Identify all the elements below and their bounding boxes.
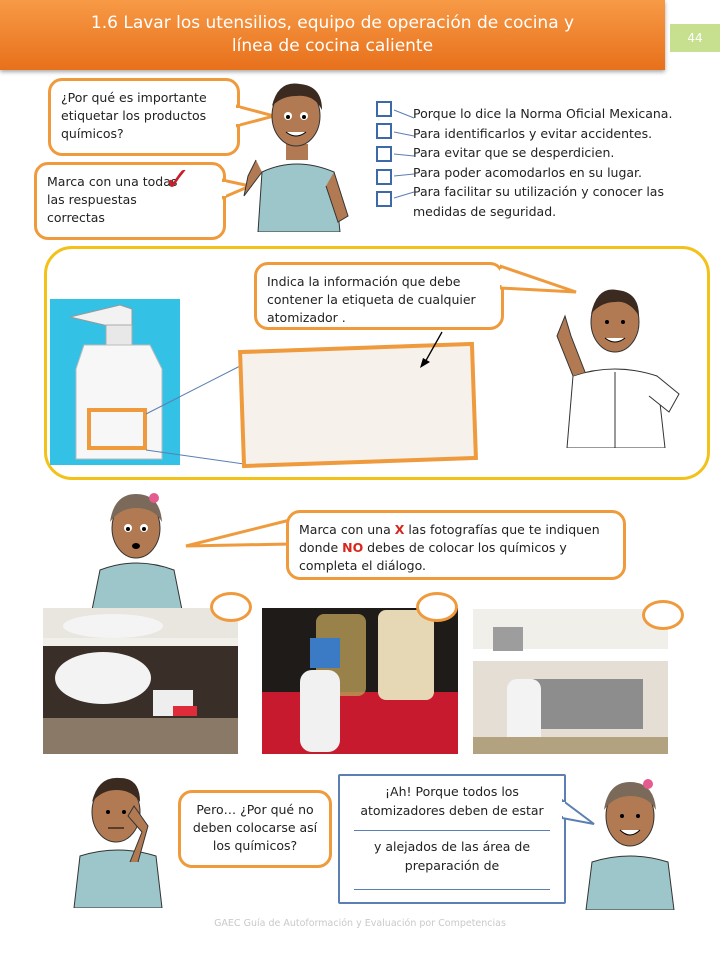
question-bubble [48,78,240,156]
answer-option: Para facilitar su utilización y conocer las medidas de seguridad. [413,184,664,219]
man-character [238,76,356,232]
answer-blank-line-2[interactable] [354,889,550,890]
mark-circle-3[interactable] [642,600,684,630]
check-mark-icon: ✓ [164,160,191,198]
task-text-post: debes de colocar los químicos y completa el diálogo. [299,540,567,573]
bubble-tail [184,516,294,552]
instruction-bubble [34,162,226,240]
bottle-label-area [87,408,147,450]
photo-under-sink[interactable] [43,608,238,754]
dialogue-question-bubble [178,790,332,868]
atomizer-prompt-bubble [254,262,504,330]
dialogue-question-text: Pero… ¿Por qué no deben colocarse así los químicos? [192,802,318,853]
answer-checkbox-2[interactable] [376,123,392,139]
answer-checkbox-5[interactable] [376,191,392,207]
atomizer-prompt-text: Indica la información que debe contener la etiqueta de cualquier atomizador . [267,274,476,325]
page-title-line1: 1.6 Lavar los utensilios, equipo de operación de cocina y [90,13,575,33]
mark-circle-2[interactable] [416,592,458,622]
photo-on-counter[interactable] [262,608,458,754]
answer-checkbox-4[interactable] [376,169,392,185]
mark-circle-1[interactable] [210,592,252,622]
smiling-woman-character [578,770,682,910]
answer-blank-line-1[interactable] [354,830,550,831]
woman-character [78,486,198,610]
photo-with-pots[interactable] [473,609,668,754]
instruction-text: Marca con una todas las respuestas correctas [47,174,178,225]
task-text-pre: Marca con una [299,522,395,537]
page-title-line2: línea de cocina caliente [231,36,434,56]
answer-option: Para identificarlos y evitar accidentes. [413,125,653,141]
cabinet-photo-image [43,608,238,754]
thinking-man-character [68,766,170,908]
answer-option: Porque lo dice la Norma Oficial Mexicana. [413,106,673,121]
label-zoom-lines [140,360,250,470]
answer-checkbox-3[interactable] [376,146,392,162]
task-no-word: NO [342,540,364,555]
page-number: 44 [670,24,720,52]
answer-option: Para evitar que se desperdicien. [413,145,615,160]
footer-text: GAEC Guía de Autoformación y Evaluación por Competencias [214,918,506,929]
task-x-mark: X [394,522,405,537]
answer-checkbox-1[interactable] [376,101,392,117]
doctor-character [543,276,688,448]
arrow-icon [418,330,448,370]
answer-option: Para poder acomodarlos en su lugar. [413,164,643,180]
question-text: ¿Por qué es importante etiquetar los productos químicos? [61,90,207,141]
shelf-photo-image [473,609,668,754]
dialogue-answer-part1: ¡Ah! Porque todos los atomizadores deben de estar [360,784,544,818]
photos-task-bubble [286,510,626,580]
answers-list [413,104,703,221]
counter-photo-image [262,608,458,754]
dialogue-answer-part2: y alejados de las área de preparación de [373,839,531,873]
page-header [0,0,665,70]
task-text-mid: las fotografías que te indiquen donde [299,522,600,555]
dialogue-answer-bubble [338,774,566,904]
